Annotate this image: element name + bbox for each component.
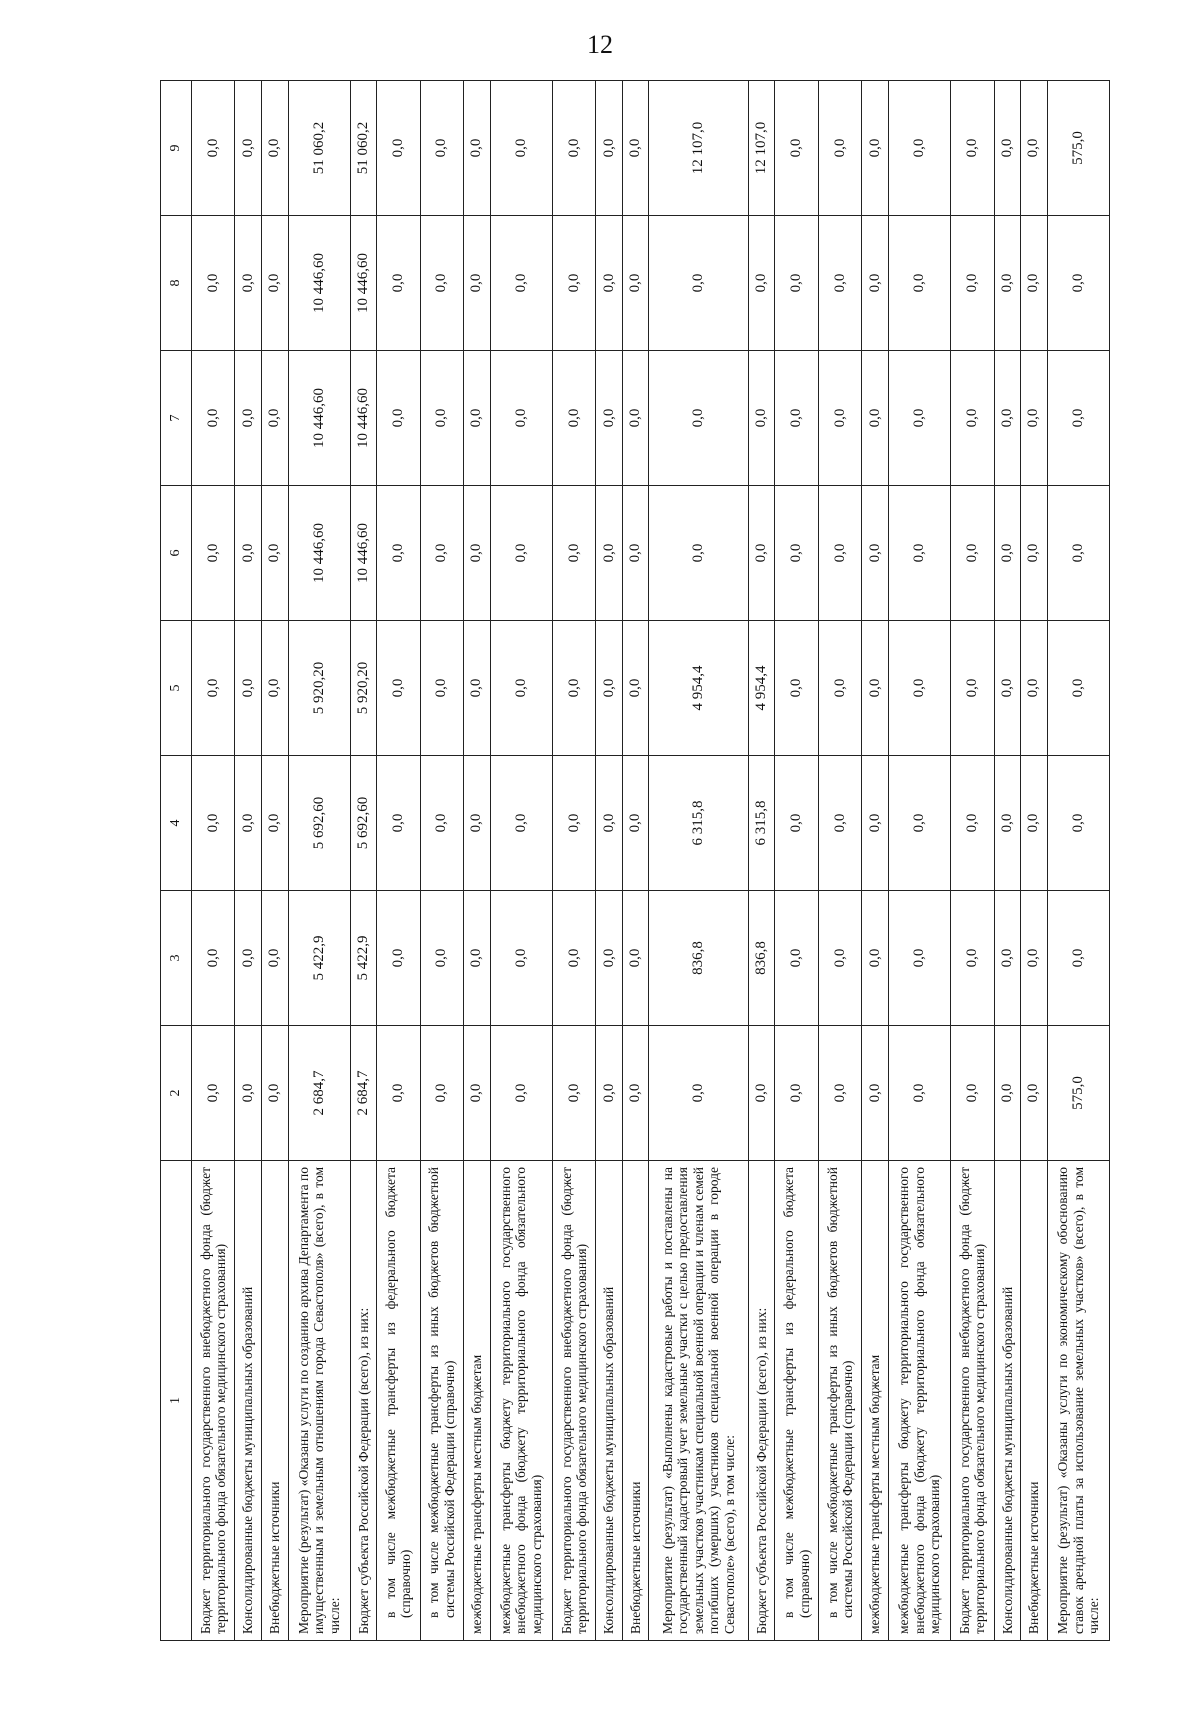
value-cell: 0,0 xyxy=(420,81,463,216)
value-cell: 0,0 xyxy=(1021,756,1048,891)
value-cell: 0,0 xyxy=(596,756,623,891)
value-cell: 0,0 xyxy=(748,351,775,486)
value-cell: 0,0 xyxy=(596,81,623,216)
value-cell: 0,0 xyxy=(1021,81,1048,216)
value-cell: 0,0 xyxy=(1021,351,1048,486)
value-cell: 0,0 xyxy=(622,891,649,1026)
value-cell: 0,0 xyxy=(464,81,491,216)
value-cell: 0,0 xyxy=(775,621,818,756)
value-cell: 0,0 xyxy=(235,1026,262,1161)
value-cell: 5 422,9 xyxy=(288,891,350,1026)
value-cell: 0,0 xyxy=(490,756,552,891)
value-cell: 12 107,0 xyxy=(748,81,775,216)
value-cell: 0,0 xyxy=(818,1026,861,1161)
row-label: Бюджет территориального государственного внебюджетного фонда (бюджет территориального фонда обязательного медицинского страхования) xyxy=(552,1161,595,1641)
row-label: в том числе межбюджетные трансферты из федерального бюджета (справочно) xyxy=(377,1161,420,1641)
value-cell: 0,0 xyxy=(622,486,649,621)
value-cell: 0,0 xyxy=(888,891,950,1026)
column-header: 5 xyxy=(161,621,192,756)
value-cell: 836,8 xyxy=(748,891,775,1026)
value-cell: 0,0 xyxy=(596,891,623,1026)
table-row xyxy=(420,81,463,1641)
table-row xyxy=(862,81,889,1641)
value-cell: 0,0 xyxy=(377,216,420,351)
value-cell: 0,0 xyxy=(192,216,235,351)
value-cell: 0,0 xyxy=(192,486,235,621)
table-row xyxy=(261,81,288,1641)
value-cell: 0,0 xyxy=(951,81,994,216)
value-cell: 0,0 xyxy=(994,891,1021,1026)
value-cell: 51 060,2 xyxy=(288,81,350,216)
value-cell: 0,0 xyxy=(994,81,1021,216)
row-label: Мероприятие (результат) «Оказаны услуги по экономическому обоснованию ставок арендной платы за использование земельных участков» (всего), в том числе: xyxy=(1047,1161,1109,1641)
value-cell: 0,0 xyxy=(192,351,235,486)
value-cell: 0,0 xyxy=(490,81,552,216)
table-row xyxy=(622,81,649,1641)
value-cell: 0,0 xyxy=(420,351,463,486)
table-row xyxy=(888,81,950,1641)
value-cell: 0,0 xyxy=(775,351,818,486)
value-cell: 0,0 xyxy=(420,891,463,1026)
value-cell: 0,0 xyxy=(622,216,649,351)
value-cell: 0,0 xyxy=(377,81,420,216)
value-cell: 6 315,8 xyxy=(649,756,749,891)
table-row xyxy=(288,81,350,1641)
value-cell: 0,0 xyxy=(192,756,235,891)
value-cell: 0,0 xyxy=(552,351,595,486)
value-cell: 0,0 xyxy=(951,621,994,756)
value-cell: 0,0 xyxy=(420,621,463,756)
value-cell: 0,0 xyxy=(994,621,1021,756)
row-label: Консолидированные бюджеты муниципальных образований xyxy=(235,1161,262,1641)
value-cell: 0,0 xyxy=(862,81,889,216)
value-cell: 5 920,20 xyxy=(350,621,377,756)
value-cell: 0,0 xyxy=(1047,216,1109,351)
value-cell: 0,0 xyxy=(862,1026,889,1161)
value-cell: 0,0 xyxy=(464,351,491,486)
row-label: Внебюджетные источники xyxy=(261,1161,288,1641)
value-cell: 0,0 xyxy=(235,891,262,1026)
value-cell: 0,0 xyxy=(552,621,595,756)
value-cell: 0,0 xyxy=(490,351,552,486)
value-cell: 2 684,7 xyxy=(350,1026,377,1161)
value-cell: 0,0 xyxy=(596,621,623,756)
table-row xyxy=(818,81,861,1641)
column-header: 2 xyxy=(161,1026,192,1161)
value-cell: 51 060,2 xyxy=(350,81,377,216)
value-cell: 0,0 xyxy=(192,1026,235,1161)
value-cell: 0,0 xyxy=(552,216,595,351)
value-cell: 0,0 xyxy=(192,81,235,216)
value-cell: 0,0 xyxy=(649,486,749,621)
value-cell: 0,0 xyxy=(649,351,749,486)
table-row xyxy=(596,81,623,1641)
value-cell: 0,0 xyxy=(377,756,420,891)
table-row xyxy=(1021,81,1048,1641)
value-cell: 10 446,60 xyxy=(288,486,350,621)
table-body xyxy=(192,81,1110,1641)
value-cell: 0,0 xyxy=(888,621,950,756)
value-cell: 0,0 xyxy=(951,1026,994,1161)
value-cell: 0,0 xyxy=(994,756,1021,891)
value-cell: 0,0 xyxy=(261,486,288,621)
value-cell: 0,0 xyxy=(192,891,235,1026)
value-cell: 0,0 xyxy=(377,1026,420,1161)
value-cell: 0,0 xyxy=(818,621,861,756)
value-cell: 0,0 xyxy=(490,891,552,1026)
value-cell: 0,0 xyxy=(818,486,861,621)
row-label: Мероприятие (результат) «Выполнены кадастровые работы и поставлены на государственный кадастровый учет земельные участки с целью предоставления земельных участков участникам специальной военной операции и членам семей погибших (умерших) участников специальной военной операции в городе Севастополе» (всего), в том числе: xyxy=(649,1161,749,1641)
value-cell: 0,0 xyxy=(464,621,491,756)
row-label: межбюджетные трансферты бюджету территориального государственного внебюджетного фонда (бюджету территориального фонда обязательного медицинского страхования) xyxy=(888,1161,950,1641)
value-cell: 0,0 xyxy=(862,621,889,756)
value-cell: 0,0 xyxy=(261,351,288,486)
row-label: Консолидированные бюджеты муниципальных образований xyxy=(596,1161,623,1641)
value-cell: 0,0 xyxy=(596,1026,623,1161)
row-label: Бюджет территориального государственного внебюджетного фонда (бюджет территориального фонда обязательного медицинского страхования) xyxy=(951,1161,994,1641)
value-cell: 0,0 xyxy=(1021,621,1048,756)
row-label: в том числе межбюджетные трансферты из иных бюджетов бюджетной системы Российской Федерации (справочно) xyxy=(420,1161,463,1641)
value-cell: 0,0 xyxy=(1021,216,1048,351)
value-cell: 0,0 xyxy=(552,1026,595,1161)
table-row xyxy=(490,81,552,1641)
table-header-row xyxy=(161,81,192,1641)
value-cell: 0,0 xyxy=(377,891,420,1026)
value-cell: 0,0 xyxy=(235,486,262,621)
value-cell: 4 954,4 xyxy=(748,621,775,756)
column-header: 9 xyxy=(161,81,192,216)
value-cell: 0,0 xyxy=(464,756,491,891)
value-cell: 0,0 xyxy=(888,351,950,486)
value-cell: 5 422,9 xyxy=(350,891,377,1026)
value-cell: 0,0 xyxy=(775,216,818,351)
value-cell: 0,0 xyxy=(420,486,463,621)
row-label: в том числе межбюджетные трансферты из федерального бюджета (справочно) xyxy=(775,1161,818,1641)
value-cell: 0,0 xyxy=(994,351,1021,486)
value-cell: 0,0 xyxy=(818,81,861,216)
value-cell: 0,0 xyxy=(622,351,649,486)
value-cell: 0,0 xyxy=(1021,891,1048,1026)
value-cell: 0,0 xyxy=(994,486,1021,621)
value-cell: 0,0 xyxy=(490,216,552,351)
value-cell: 0,0 xyxy=(192,621,235,756)
column-header: 4 xyxy=(161,756,192,891)
value-cell: 0,0 xyxy=(552,81,595,216)
row-label: межбюджетные трансферты местным бюджетам xyxy=(862,1161,889,1641)
value-cell: 0,0 xyxy=(818,891,861,1026)
value-cell: 0,0 xyxy=(377,486,420,621)
value-cell: 0,0 xyxy=(464,891,491,1026)
column-header: 3 xyxy=(161,891,192,1026)
value-cell: 0,0 xyxy=(649,1026,749,1161)
value-cell: 0,0 xyxy=(464,486,491,621)
row-label: Бюджет субъекта Российской Федерации (всего), из них: xyxy=(748,1161,775,1641)
value-cell: 5 692,60 xyxy=(350,756,377,891)
value-cell: 0,0 xyxy=(888,756,950,891)
value-cell: 0,0 xyxy=(748,486,775,621)
value-cell: 0,0 xyxy=(622,621,649,756)
row-label: Мероприятие (результат) «Оказаны услуги по созданию архива Департамента по имущественным и земельным отношениям города Севастополя» (всего), в том числе: xyxy=(288,1161,350,1641)
value-cell: 0,0 xyxy=(464,216,491,351)
value-cell: 0,0 xyxy=(420,1026,463,1161)
value-cell: 0,0 xyxy=(862,756,889,891)
value-cell: 4 954,4 xyxy=(649,621,749,756)
value-cell: 0,0 xyxy=(775,891,818,1026)
row-label: Внебюджетные источники xyxy=(1021,1161,1048,1641)
value-cell: 0,0 xyxy=(420,756,463,891)
value-cell: 10 446,60 xyxy=(288,351,350,486)
value-cell: 0,0 xyxy=(235,81,262,216)
value-cell: 0,0 xyxy=(1047,891,1109,1026)
value-cell: 0,0 xyxy=(994,216,1021,351)
row-label: Внебюджетные источники xyxy=(622,1161,649,1641)
value-cell: 0,0 xyxy=(951,891,994,1026)
value-cell: 0,0 xyxy=(818,756,861,891)
value-cell: 0,0 xyxy=(951,756,994,891)
value-cell: 0,0 xyxy=(951,486,994,621)
budget-table xyxy=(160,80,1110,1641)
value-cell: 0,0 xyxy=(261,756,288,891)
table-row xyxy=(464,81,491,1641)
table-row xyxy=(748,81,775,1641)
value-cell: 0,0 xyxy=(490,1026,552,1161)
column-header: 1 xyxy=(161,1161,192,1641)
table-row xyxy=(192,81,235,1641)
value-cell: 12 107,0 xyxy=(649,81,749,216)
column-header: 6 xyxy=(161,486,192,621)
value-cell: 6 315,8 xyxy=(748,756,775,891)
value-cell: 0,0 xyxy=(622,1026,649,1161)
value-cell: 0,0 xyxy=(649,216,749,351)
value-cell: 836,8 xyxy=(649,891,749,1026)
value-cell: 0,0 xyxy=(862,486,889,621)
value-cell: 0,0 xyxy=(1047,621,1109,756)
value-cell: 0,0 xyxy=(552,486,595,621)
value-cell: 0,0 xyxy=(552,891,595,1026)
value-cell: 575,0 xyxy=(1047,81,1109,216)
value-cell: 0,0 xyxy=(951,351,994,486)
value-cell: 0,0 xyxy=(552,756,595,891)
value-cell: 0,0 xyxy=(818,216,861,351)
value-cell: 0,0 xyxy=(235,756,262,891)
table-row xyxy=(235,81,262,1641)
value-cell: 0,0 xyxy=(490,621,552,756)
value-cell: 0,0 xyxy=(261,1026,288,1161)
value-cell: 0,0 xyxy=(1047,756,1109,891)
row-label: Консолидированные бюджеты муниципальных образований xyxy=(994,1161,1021,1641)
value-cell: 575,0 xyxy=(1047,1026,1109,1161)
column-header: 8 xyxy=(161,216,192,351)
value-cell: 0,0 xyxy=(261,621,288,756)
value-cell: 0,0 xyxy=(862,216,889,351)
value-cell: 0,0 xyxy=(235,351,262,486)
value-cell: 10 446,60 xyxy=(288,216,350,351)
value-cell: 0,0 xyxy=(888,1026,950,1161)
value-cell: 0,0 xyxy=(261,81,288,216)
table-row xyxy=(1047,81,1109,1641)
value-cell: 0,0 xyxy=(235,216,262,351)
value-cell: 0,0 xyxy=(235,621,262,756)
value-cell: 0,0 xyxy=(490,486,552,621)
table-row xyxy=(649,81,749,1641)
value-cell: 0,0 xyxy=(1021,486,1048,621)
value-cell: 0,0 xyxy=(862,891,889,1026)
table-row xyxy=(552,81,595,1641)
value-cell: 0,0 xyxy=(261,891,288,1026)
value-cell: 0,0 xyxy=(596,216,623,351)
value-cell: 0,0 xyxy=(862,351,889,486)
value-cell: 0,0 xyxy=(622,81,649,216)
value-cell: 10 446,60 xyxy=(350,351,377,486)
value-cell: 0,0 xyxy=(818,351,861,486)
value-cell: 0,0 xyxy=(994,1026,1021,1161)
value-cell: 0,0 xyxy=(596,486,623,621)
row-label: Бюджет субъекта Российской Федерации (всего), из них: xyxy=(350,1161,377,1641)
value-cell: 0,0 xyxy=(888,81,950,216)
value-cell: 0,0 xyxy=(888,216,950,351)
value-cell: 0,0 xyxy=(748,1026,775,1161)
page-number: 12 xyxy=(587,30,613,59)
table-row xyxy=(775,81,818,1641)
value-cell: 0,0 xyxy=(622,756,649,891)
table-row xyxy=(951,81,994,1641)
value-cell: 0,0 xyxy=(377,621,420,756)
value-cell: 10 446,60 xyxy=(350,486,377,621)
value-cell: 5 692,60 xyxy=(288,756,350,891)
value-cell: 0,0 xyxy=(888,486,950,621)
value-cell: 0,0 xyxy=(775,486,818,621)
row-label: межбюджетные трансферты местным бюджетам xyxy=(464,1161,491,1641)
value-cell: 0,0 xyxy=(1021,1026,1048,1161)
value-cell: 0,0 xyxy=(775,756,818,891)
value-cell: 0,0 xyxy=(464,1026,491,1161)
table-row xyxy=(350,81,377,1641)
value-cell: 10 446,60 xyxy=(350,216,377,351)
value-cell: 0,0 xyxy=(261,216,288,351)
row-label: в том числе межбюджетные трансферты из иных бюджетов бюджетной системы Российской Федерации (справочно) xyxy=(818,1161,861,1641)
value-cell: 0,0 xyxy=(1047,351,1109,486)
row-label: межбюджетные трансферты бюджету территориального государственного внебюджетного фонда (бюджету территориального фонда обязательного медицинского страхования) xyxy=(490,1161,552,1641)
value-cell: 0,0 xyxy=(775,81,818,216)
value-cell: 0,0 xyxy=(596,351,623,486)
column-header: 7 xyxy=(161,351,192,486)
rotated-table-container xyxy=(160,81,1110,1641)
table-row xyxy=(994,81,1021,1641)
value-cell: 0,0 xyxy=(1047,486,1109,621)
value-cell: 0,0 xyxy=(377,351,420,486)
row-label: Бюджет территориального государственного внебюджетного фонда (бюджет территориального фонда обязательного медицинского страхования) xyxy=(192,1161,235,1641)
value-cell: 0,0 xyxy=(748,216,775,351)
value-cell: 0,0 xyxy=(951,216,994,351)
value-cell: 0,0 xyxy=(775,1026,818,1161)
value-cell: 0,0 xyxy=(420,216,463,351)
value-cell: 5 920,20 xyxy=(288,621,350,756)
table-row xyxy=(377,81,420,1641)
value-cell: 2 684,7 xyxy=(288,1026,350,1161)
